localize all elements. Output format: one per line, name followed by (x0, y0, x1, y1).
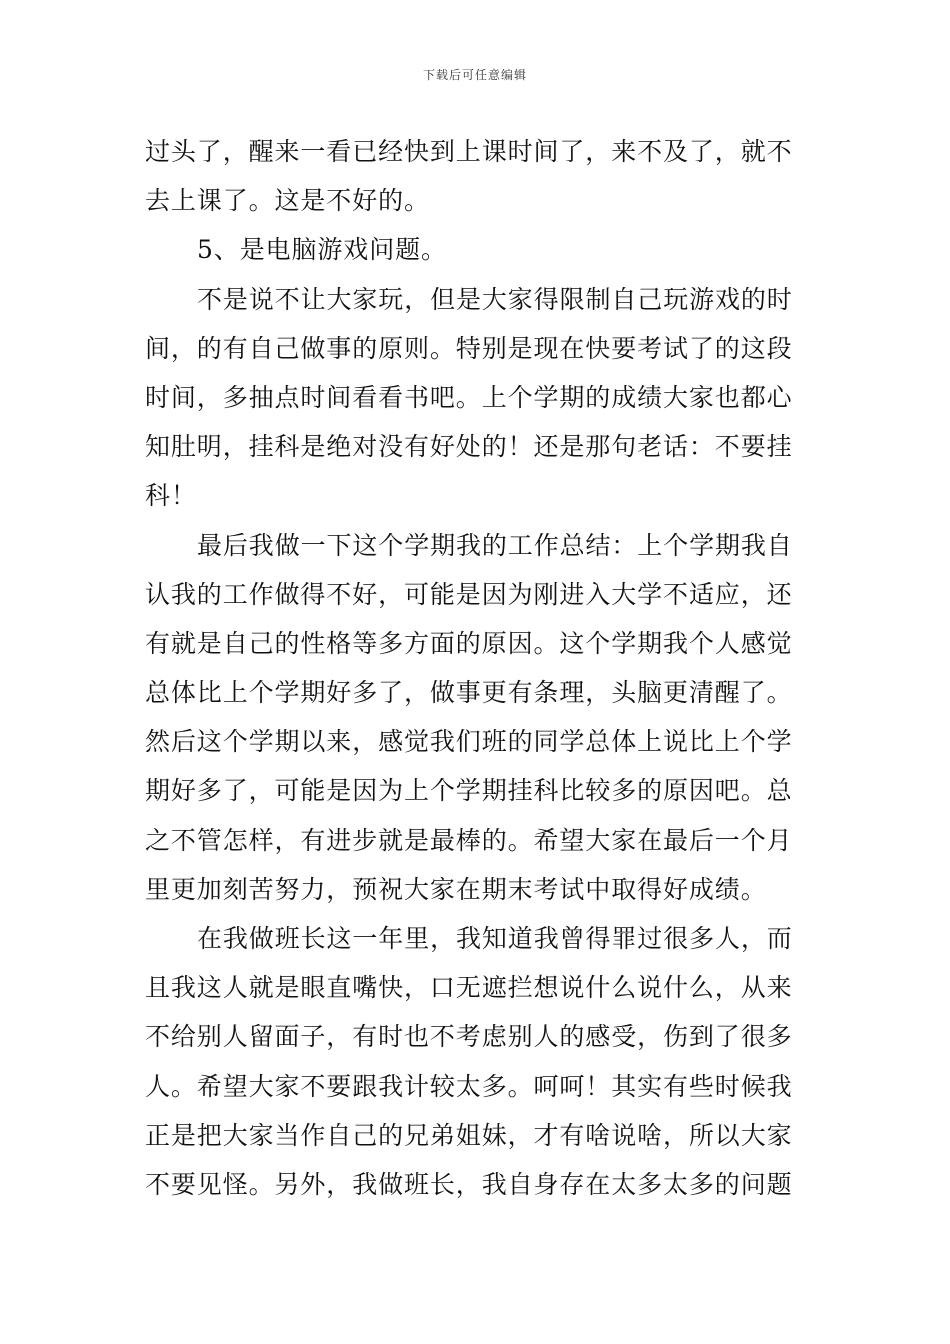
text-line: 不给别人留面子，有时也不考虑别人的感受，伤到了很多 (145, 1022, 793, 1052)
page-header: 下载后可任意编辑 (422, 68, 527, 82)
text-line: 科！ (145, 481, 197, 511)
text-line: 知肚明，挂科是绝对没有好处的！还是那句老话：不要挂 (145, 432, 793, 462)
text-line: 总体比上个学期好多了，做事更有条理，头脑更清醒了。 (145, 678, 793, 708)
text-line: 过头了，醒来一看已经快到上课时间了，来不及了，就不 (145, 137, 793, 166)
text-line: 5、是电脑游戏问题。 (197, 235, 447, 265)
text-line: 然后这个学期以来，感觉我们班的同学总体上说比上个学 (145, 727, 793, 757)
document-body (145, 127, 807, 1209)
text-line: 去上课了。这是不好的。 (145, 186, 430, 216)
text-line: 时间，多抽点时间看看书吧。上个学期的成绩大家也都心 (145, 382, 793, 412)
text-line: 之不管怎样，有进步就是最棒的。希望大家在最后一个月 (145, 825, 793, 855)
text-line: 里更加刻苦努力，预祝大家在期末考试中取得好成绩。 (145, 874, 767, 904)
text-line: 间，的有自己做事的原则。特别是现在快要考试了的这段 (145, 333, 793, 363)
text-line: 不要见怪。另外，我做班长，我自身存在太多太多的问题 (145, 1169, 793, 1199)
text-line: 期好多了，可能是因为上个学期挂科比较多的原因吧。总 (145, 776, 793, 806)
text-line: 且我这人就是眼直嘴快，口无遮拦想说什么说什么，从来 (145, 973, 793, 1003)
text-line: 正是把大家当作自己的兄弟姐妹，才有啥说啥，所以大家 (145, 1120, 793, 1150)
text-line: 人。希望大家不要跟我计较太多。呵呵！其实有些时候我 (145, 1071, 793, 1101)
text-line: 有就是自己的性格等多方面的原因。这个学期我个人感觉 (145, 628, 793, 658)
text-line: 不是说不让大家玩，但是大家得限制自己玩游戏的时 (197, 284, 793, 314)
text-line: 认我的工作做得不好，可能是因为刚进入大学不适应，还 (145, 579, 793, 609)
text-line: 最后我做一下这个学期我的工作总结：上个学期我自 (197, 530, 793, 560)
text-line: 在我做班长这一年里，我知道我曾得罪过很多人，而 (197, 924, 793, 953)
